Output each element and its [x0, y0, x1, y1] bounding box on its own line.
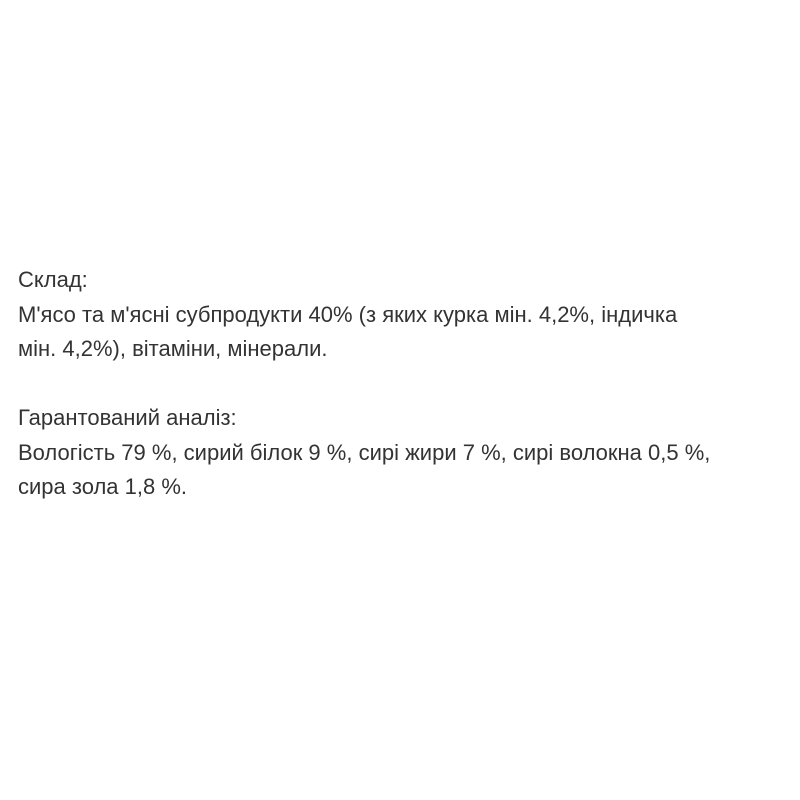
- analysis-line: сира зола 1,8 %.: [18, 474, 188, 499]
- composition-heading: Склад:: [18, 267, 88, 292]
- section-spacer: [18, 367, 788, 402]
- composition-line: мін. 4,2%), вітаміни, мінерали.: [18, 336, 328, 361]
- product-description: [18, 263, 788, 505]
- composition-section: [18, 263, 788, 367]
- analysis-heading: Гарантований аналіз:: [18, 405, 237, 430]
- analysis-line: Вологість 79 %, сирий білок 9 %, сирі жири 7 %, сирі волокна 0,5 %,: [18, 439, 711, 465]
- composition-line: М'ясо та м'ясні субпродукти 40% (з яких курка мін. 4,2%, індичка: [18, 301, 678, 327]
- analysis-section: [18, 401, 788, 505]
